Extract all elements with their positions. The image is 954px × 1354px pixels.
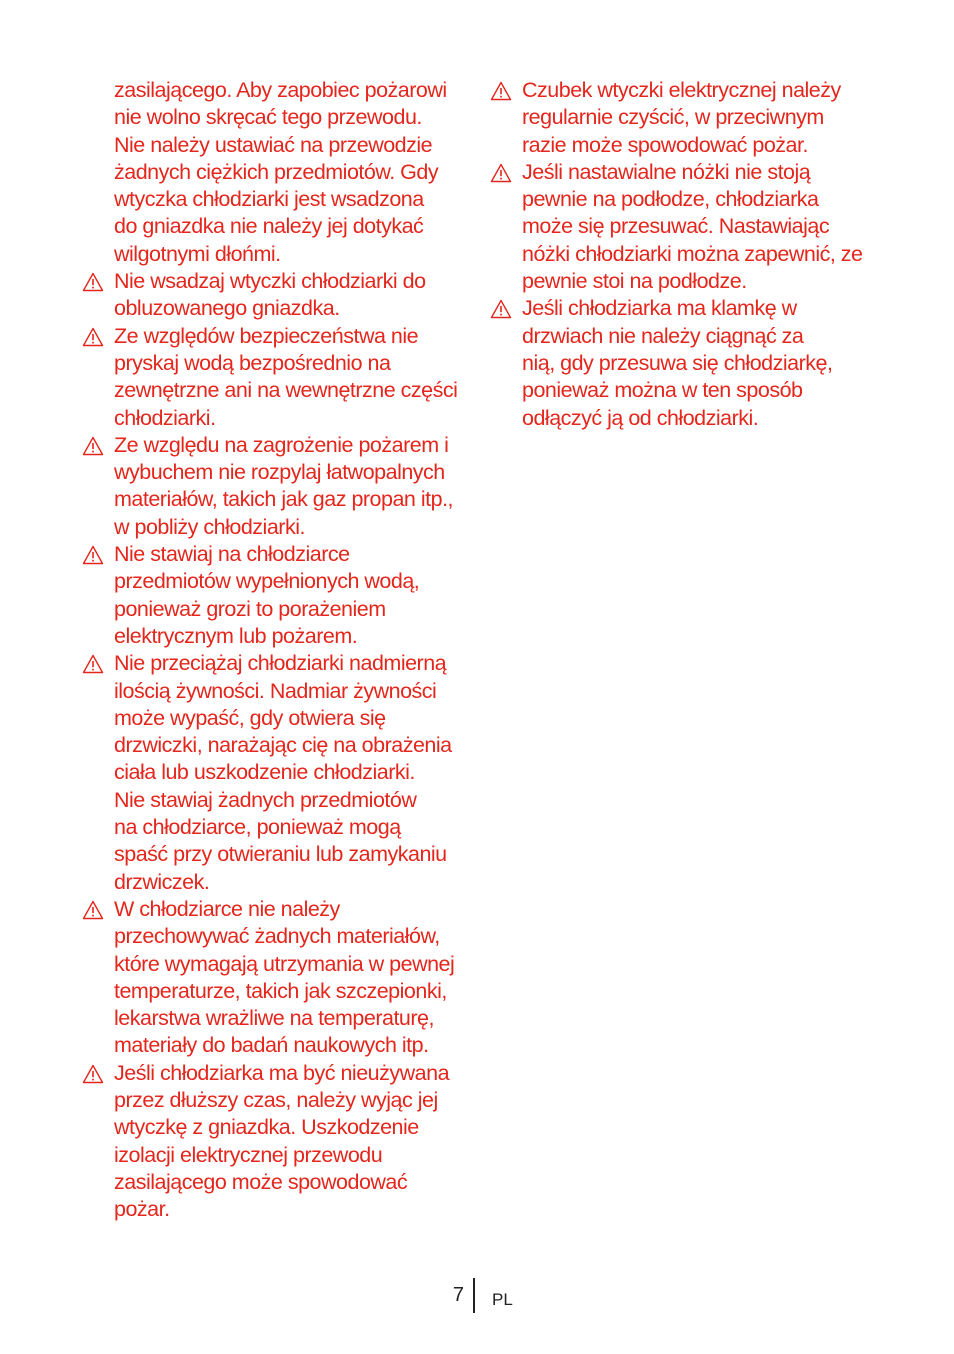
paragraph-line: w pobliży chłodziarki. [114, 514, 305, 539]
warning-paragraph [82, 1060, 474, 1224]
paragraph-line: pewnie na podłodze, chłodziarka [522, 187, 819, 212]
paragraph-line: Nie należy ustawiać na przewodzie [114, 132, 433, 157]
paragraph-line: Nie przeciążaj chłodziarki nadmierną [114, 651, 447, 676]
paragraph-line: izolacji elektrycznej przewodu [114, 1142, 383, 1167]
warning-paragraph [82, 650, 474, 896]
warning-triangle-icon [490, 299, 512, 319]
paragraph-line: elektrycznym lub pożarem. [114, 623, 358, 648]
language-code: PL [492, 1290, 513, 1309]
paragraph-line: obluzowanego gniazdka. [114, 296, 340, 321]
warning-paragraph [82, 77, 474, 268]
paragraph-line: temperaturze, takich jak szczepionki, [114, 978, 447, 1003]
paragraph-line: nią, gdy przesuwa się chłodziarkę, [522, 350, 833, 375]
paragraph-line: wybuchem nie rozpylaj łatwopalnych [114, 460, 445, 485]
warning-triangle-icon [82, 654, 104, 674]
paragraph-line: materiały do badań naukowych itp. [114, 1033, 429, 1058]
paragraph-line: Nie wsadzaj wtyczki chłodziarki do [114, 269, 426, 294]
warning-triangle-icon [82, 436, 104, 456]
page-footer [0, 1278, 954, 1318]
paragraph-line: razie może spowodować pożar. [522, 132, 808, 157]
paragraph-line: przedmiotów wypełnionych wodą, [114, 569, 420, 594]
paragraph-line: W chłodziarce nie należy [114, 896, 340, 921]
paragraph-line: może wypaść, gdy otwiera się [114, 705, 386, 730]
paragraph-line: spaść przy otwieraniu lub zamykaniu [114, 842, 447, 867]
paragraph-line: ciała lub uszkodzenie chłodziarki. [114, 760, 415, 785]
paragraph-line: Jeśli chłodziarka ma klamkę w [522, 296, 797, 321]
right-column [490, 77, 885, 432]
warning-paragraph [82, 896, 474, 1060]
paragraph-line: drzwiczek. [114, 869, 210, 894]
paragraph-line: Nie stawiaj żadnych przedmiotów [114, 787, 417, 812]
left-column [82, 77, 474, 1223]
paragraph-line: odłączyć ją od chłodziarki. [522, 405, 759, 430]
paragraph-line: pożar. [114, 1197, 170, 1222]
paragraph-line: przez dłuższy czas, należy wyjąc jej [114, 1087, 438, 1112]
paragraph-line: na chłodziarce, ponieważ mogą [114, 815, 401, 840]
page-number: 7 [452, 1284, 464, 1306]
paragraph-line: wtyczka chłodziarki jest wsadzona [114, 187, 424, 212]
paragraph-line: materiałów, takich jak gaz propan itp., [114, 487, 454, 512]
paragraph-line: wilgotnymi dłońmi. [114, 241, 281, 266]
paragraph-line: zasilającego może spowodować [114, 1169, 408, 1194]
paragraph-line: Jeśli chłodziarka ma być nieużywana [114, 1060, 450, 1085]
warning-triangle-icon [490, 163, 512, 183]
paragraph-line: Ze względów bezpieczeństwa nie [114, 323, 419, 348]
warning-triangle-icon [82, 545, 104, 565]
warning-triangle-icon [490, 81, 512, 101]
warning-paragraph [82, 323, 474, 432]
paragraph-line: które wymagają utrzymania w pewnej [114, 951, 455, 976]
warning-triangle-icon [82, 327, 104, 347]
warning-paragraph [490, 77, 885, 159]
paragraph-line: zasilającego. Aby zapobiec pożarowi [114, 78, 447, 102]
paragraph-line: drzwiczki, narażając cię na obrażenia [114, 733, 452, 758]
paragraph-line: Jeśli nastawialne nóżki nie stoją [522, 159, 811, 184]
warning-triangle-icon [82, 1064, 104, 1084]
warning-paragraph [490, 295, 885, 431]
warning-paragraph [82, 432, 474, 541]
paragraph-line: pewnie stoi na podłodze. [522, 269, 747, 294]
footer-divider [473, 1278, 475, 1313]
paragraph-line: żadnych ciężkich przedmiotów. Gdy [114, 159, 439, 184]
paragraph-line: nóżki chłodziarki można zapewnić, ze [522, 241, 863, 266]
paragraph-line: Ze względu na zagrożenie pożarem i [114, 432, 449, 457]
warning-paragraph [490, 159, 885, 295]
paragraph-line: wtyczkę z gniazdka. Uszkodzenie [114, 1115, 419, 1140]
paragraph-line: do gniazdka nie należy jej dotykać [114, 214, 424, 239]
paragraph-line: ponieważ grozi to porażeniem [114, 596, 386, 621]
paragraph-line: Nie stawiaj na chłodziarce [114, 542, 350, 567]
paragraph-line: drzwiach nie należy ciągnąć za [522, 323, 804, 348]
paragraph-line: chłodziarki. [114, 405, 216, 430]
paragraph-line: zewnętrzne ani na wewnętrzne części [114, 378, 458, 403]
warning-paragraph [82, 268, 474, 323]
warning-triangle-icon [82, 272, 104, 292]
warning-triangle-icon [82, 900, 104, 920]
paragraph-line: ilością żywności. Nadmiar żywności [114, 678, 437, 703]
paragraph-line: nie wolno skręcać tego przewodu. [114, 105, 422, 130]
paragraph-line: lekarstwa wrażliwe na temperaturę, [114, 1006, 434, 1031]
paragraph-line: Czubek wtyczki elektrycznej należy [522, 78, 841, 102]
paragraph-line: regularnie czyścić, w przeciwnym [522, 105, 824, 130]
paragraph-line: pryskaj wodą bezpośrednio na [114, 350, 391, 375]
paragraph-line: przechowywać żadnych materiałów, [114, 924, 440, 949]
paragraph-line: ponieważ można w ten sposób [522, 378, 803, 403]
warning-paragraph [82, 541, 474, 650]
paragraph-line: może się przesuwać. Nastawiając [522, 214, 830, 239]
